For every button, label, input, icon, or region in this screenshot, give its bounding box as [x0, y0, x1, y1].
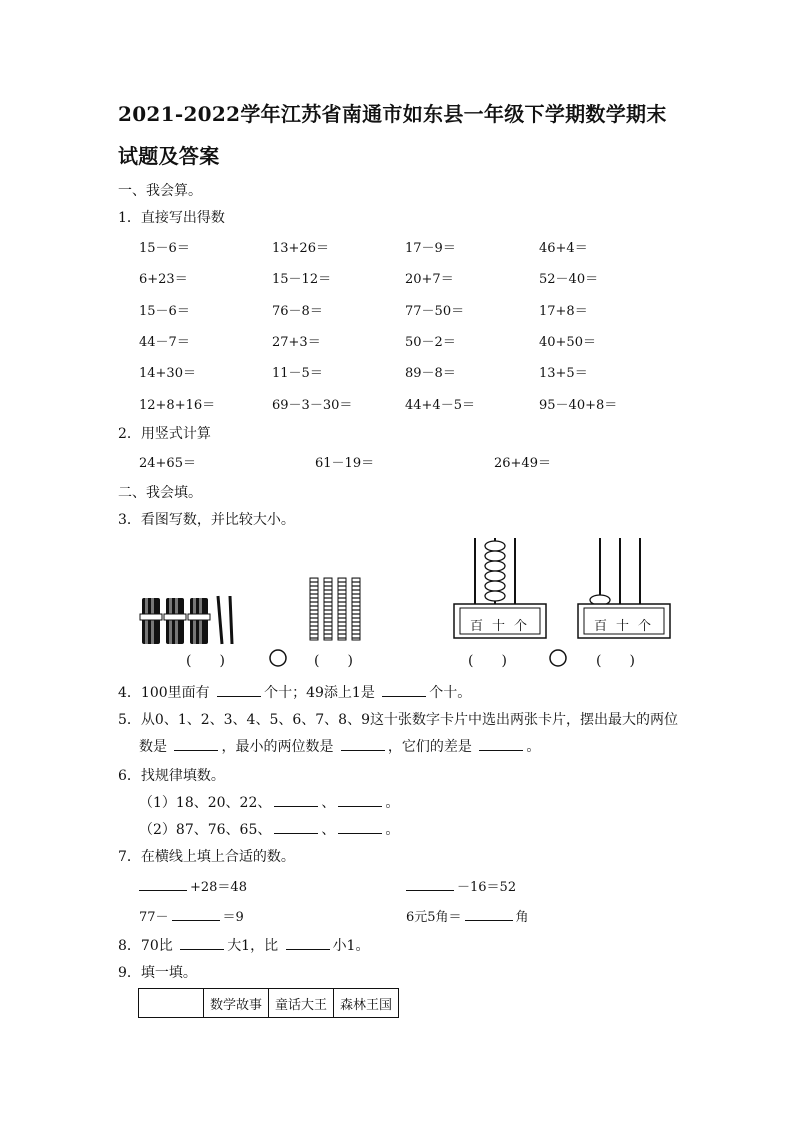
abacus-right-labels — [594, 615, 660, 634]
stick-column — [324, 578, 332, 640]
answer-blank[interactable] — [479, 738, 523, 751]
q5-text-a: 数是 — [139, 739, 167, 755]
arith-item: 17+8＝ — [539, 304, 588, 319]
arith-item: 20+7＝ — [405, 272, 454, 287]
q4 — [118, 682, 471, 702]
stick-column — [352, 578, 360, 640]
arith-item: 50－2＝ — [405, 335, 456, 350]
answer-blank[interactable] — [139, 878, 187, 891]
stick-column — [310, 578, 318, 640]
answer-blank[interactable] — [382, 684, 426, 697]
q6-sequence: （1）18、20、22、 — [139, 795, 272, 811]
period: 。 — [385, 795, 400, 811]
table-header-cell: 童话大王 — [269, 989, 334, 1018]
arith-item: 15－12＝ — [272, 272, 332, 287]
q8-text-c: 小1。 — [332, 938, 370, 954]
stick-column — [338, 578, 346, 640]
table-header-cell: 森林王国 — [334, 989, 399, 1018]
arith-item: 14+30＝ — [139, 366, 196, 381]
answer-paren[interactable]: ( ) — [596, 653, 635, 669]
arith-item: 40+50＝ — [539, 335, 596, 350]
q8 — [118, 935, 369, 955]
place-label-hundreds: 百 — [594, 619, 617, 634]
q7-text-c2: ＝9 — [222, 910, 244, 925]
q3-label: 3．看图写数，并比较大小。 — [118, 512, 295, 528]
place-label-tens: 十 — [492, 619, 515, 634]
q8-text-a: 8．70比 — [118, 938, 173, 954]
q1-label: 1．直接写出得数 — [118, 210, 225, 226]
q7-item-b — [406, 876, 516, 895]
abacus-bead — [485, 571, 505, 581]
table-header-cell: 数学故事 — [204, 989, 269, 1018]
page-title: 2021-2022学年江苏省南通市如东县一年级下学期数学期末 — [118, 102, 667, 126]
q7-item-d — [406, 906, 529, 925]
arith-item: 13+26＝ — [272, 241, 329, 256]
answer-blank[interactable] — [341, 738, 385, 751]
single-stick — [218, 596, 222, 644]
answer-paren[interactable]: ( ) — [314, 653, 353, 669]
arith-item: 52－40＝ — [539, 272, 599, 287]
vertical-calc-item: 26+49＝ — [494, 456, 551, 471]
q6-part1 — [139, 792, 399, 812]
single-stick — [230, 596, 232, 644]
abacus-bead — [485, 591, 505, 601]
separator: 、 — [321, 822, 336, 838]
q9-table — [138, 988, 399, 1018]
compare-circle[interactable] — [550, 650, 566, 666]
place-label-tens: 十 — [616, 619, 639, 634]
q6-sequence: （2）87、76、65、 — [139, 822, 272, 838]
answer-blank[interactable] — [180, 937, 224, 950]
q8-text-b: 大1，比 — [227, 938, 279, 954]
q6-label: 6．找规律填数。 — [118, 768, 225, 784]
compare-circle[interactable] — [270, 650, 286, 666]
period: 。 — [385, 822, 400, 838]
answer-blank[interactable] — [217, 684, 261, 697]
answer-blank[interactable] — [338, 821, 382, 834]
abacus-bead — [485, 551, 505, 561]
q5-text-d: 。 — [526, 739, 541, 755]
arith-item: 44+4－5＝ — [405, 398, 475, 413]
q5-text-b: ，最小的两位数是 — [221, 739, 334, 755]
q7-text-c1: 77－ — [139, 910, 169, 925]
answer-blank[interactable] — [338, 794, 382, 807]
table-cell — [139, 989, 204, 1018]
q2-label: 2．用竖式计算 — [118, 426, 211, 442]
arith-item: 13+5＝ — [539, 366, 588, 381]
vertical-calc-item: 61－19＝ — [315, 456, 375, 471]
q7-text-b: －16＝52 — [457, 880, 517, 895]
arith-item: 15－6＝ — [139, 304, 190, 319]
q7-text-d1: 6元5角＝ — [406, 910, 462, 925]
arith-item: 11－5＝ — [272, 366, 323, 381]
stick-bundle — [188, 598, 210, 644]
arith-item: 6+23＝ — [139, 272, 188, 287]
answer-blank[interactable] — [274, 794, 318, 807]
table-row — [139, 989, 399, 1018]
arith-item: 46+4＝ — [539, 241, 588, 256]
answer-blank[interactable] — [172, 908, 220, 921]
q7-label: 7．在横线上填上合适的数。 — [118, 849, 295, 865]
answer-blank[interactable] — [286, 937, 330, 950]
q7-text-d2: 角 — [515, 910, 529, 925]
vertical-calc-item: 24+65＝ — [139, 456, 196, 471]
q4-text-a: 4．100里面有 — [118, 685, 210, 701]
abacus-left-labels — [470, 615, 536, 634]
answer-paren[interactable]: ( ) — [468, 653, 507, 669]
stick-bundle — [140, 598, 162, 644]
arith-item: 69－3－30＝ — [272, 398, 353, 413]
place-label-ones: 个 — [514, 619, 537, 634]
answer-paren[interactable]: ( ) — [186, 653, 225, 669]
q5-text-c: ，它们的差是 — [387, 739, 472, 755]
abacus-bead — [485, 581, 505, 591]
arith-item: 12+8+16＝ — [139, 398, 216, 413]
answer-blank[interactable] — [406, 878, 454, 891]
q4-text-c: 个十。 — [429, 685, 472, 701]
arith-item: 44－7＝ — [139, 335, 190, 350]
answer-blank[interactable] — [174, 738, 218, 751]
section-heading-2: 二、我会填。 — [118, 485, 202, 501]
answer-blank[interactable] — [465, 908, 513, 921]
arith-item: 77－50＝ — [405, 304, 465, 319]
q9-label: 9．填一填。 — [118, 965, 197, 981]
section-heading-1: 一、我会算。 — [118, 183, 202, 199]
place-label-ones: 个 — [638, 619, 661, 634]
arith-item: 17－9＝ — [405, 241, 456, 256]
q5-line1: 5．从0、1、2、3、4、5、6、7、8、9这十张数字卡片中选出两张卡片，摆出最大的两位 — [118, 712, 678, 728]
answer-blank[interactable] — [274, 821, 318, 834]
arith-item: 15－6＝ — [139, 241, 190, 256]
separator: 、 — [321, 795, 336, 811]
place-label-hundreds: 百 — [470, 619, 493, 634]
q7-text-a: +28＝48 — [190, 880, 247, 895]
page-title-continued: 试题及答案 — [118, 144, 220, 168]
stick-bundle — [164, 598, 186, 644]
arith-item: 95－40+8＝ — [539, 398, 618, 413]
q6-part2 — [139, 819, 399, 839]
arith-item: 27+3＝ — [272, 335, 321, 350]
q7-item-c — [139, 906, 244, 925]
arith-item: 76－8＝ — [272, 304, 323, 319]
q5-line2 — [139, 736, 540, 756]
q7-item-a — [139, 876, 247, 895]
q4-text-b: 个十；49添上1是 — [264, 685, 375, 701]
arith-item: 89－8＝ — [405, 366, 456, 381]
abacus-bead — [485, 541, 505, 551]
abacus-bead — [485, 561, 505, 571]
